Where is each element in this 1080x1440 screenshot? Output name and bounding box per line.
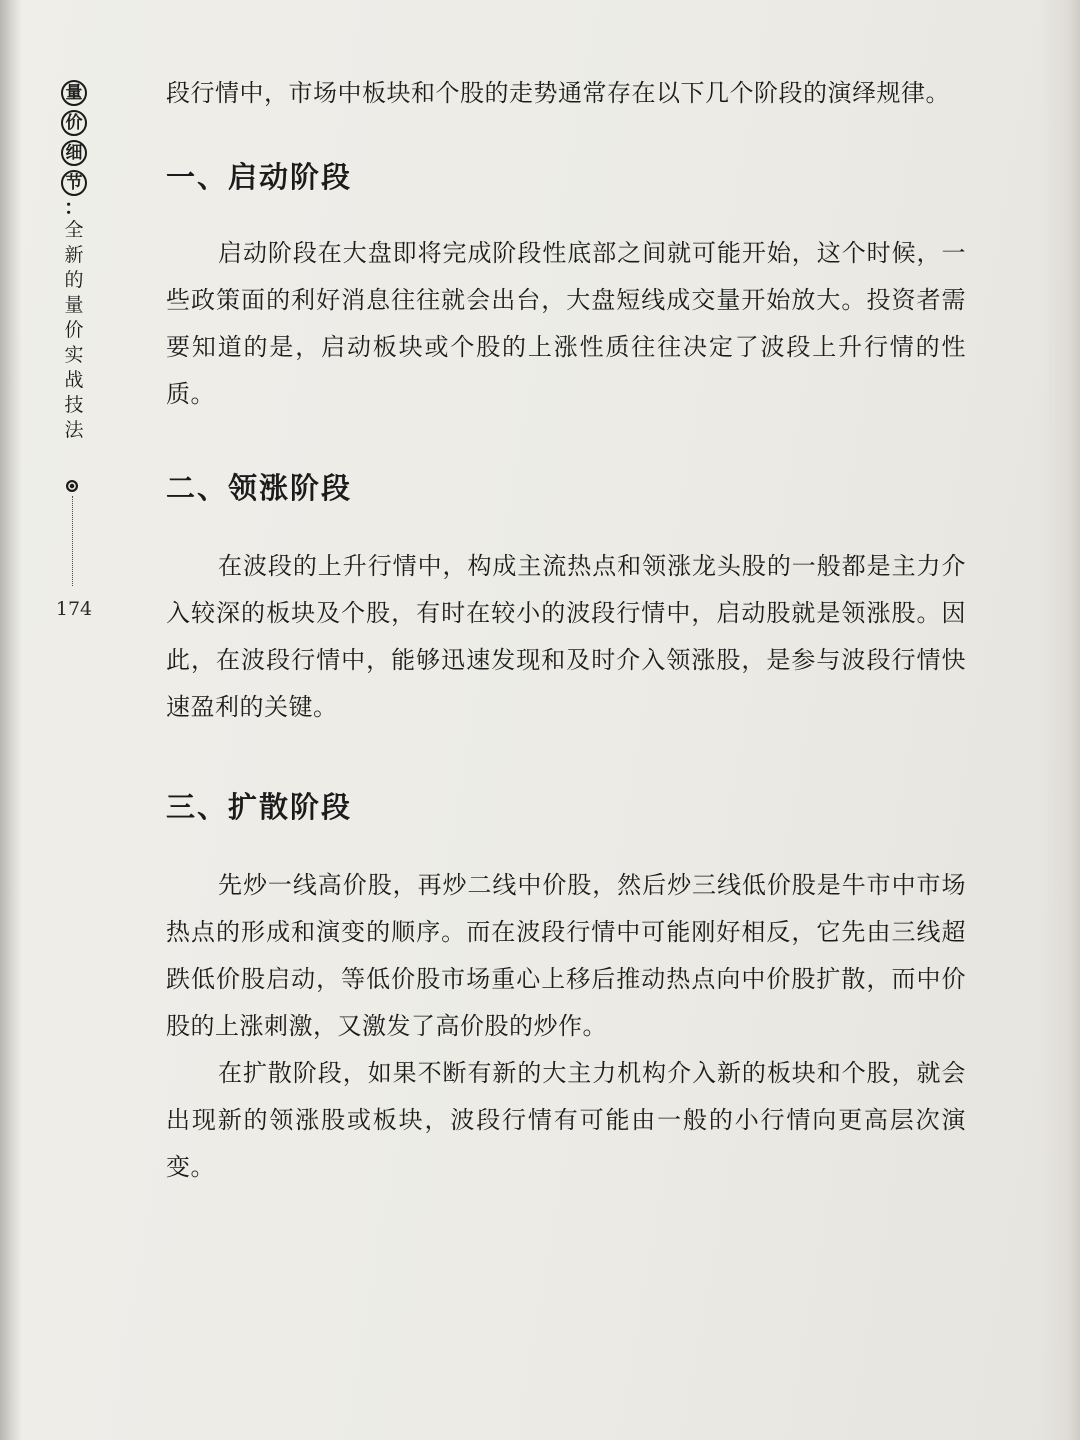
subtitle-char: 全 [64, 219, 84, 241]
section-heading-diffusion: 三、扩散阶段 [166, 790, 353, 824]
main-text-column [166, 70, 966, 1191]
section-heading-leading-rise: 二、领涨阶段 [166, 471, 353, 505]
section2-paragraph: 在波段的上升行情中，构成主流热点和领涨龙头股的一般都是主力介入较深的板块及个股，有时在较小的波段行情中，启动股就是领涨股。因此，在波段行情中，能够迅速发现和及时介入领涨股，是参与波段行情快速盈利的关键。 [166, 552, 966, 721]
subtitle-char: 战 [64, 369, 84, 391]
page-number: 174 [55, 598, 93, 620]
subtitle-char: 价 [64, 319, 84, 341]
subtitle-char: 法 [64, 419, 84, 441]
intro-paragraph: 段行情中，市场中板块和个股的走势通常存在以下几个阶段的演绎规律。 [166, 79, 950, 107]
ornament-dot-icon [66, 480, 78, 492]
section1-paragraph: 启动阶段在大盘即将完成阶段性底部之间就可能开始，这个时候，一些政策面的利好消息往往就会出台，大盘短线成交量开始放大。投资者需要知道的是，启动板块或个股的上涨性质往往决定了波段上升行情的性质。 [166, 239, 966, 408]
subtitle-char: 的 [64, 269, 84, 291]
running-book-title [56, 80, 92, 443]
title-char-circled: 细 [61, 140, 87, 166]
title-char-circled: 量 [61, 80, 87, 106]
margin-ornament [64, 480, 82, 590]
title-char-circled: 节 [61, 170, 87, 196]
section-heading-startup: 一、启动阶段 [166, 160, 353, 194]
section3-paragraph-2: 在扩散阶段，如果不断有新的大主力机构介入新的板块和个股，就会出现新的领涨股或板块，波段行情有可能由一般的小行情向更高层次演变。 [166, 1059, 966, 1181]
title-char-circled: 价 [61, 110, 87, 136]
ornament-dotted-line [72, 496, 73, 586]
page-edge-shadow [1040, 0, 1080, 1440]
subtitle-char: 新 [64, 244, 84, 266]
page-gutter-shadow [0, 0, 22, 1440]
subtitle-char: 技 [64, 394, 84, 416]
section3-paragraph-1: 先炒一线高价股，再炒二线中价股，然后炒三线低价股是牛市中市场热点的形成和演变的顺序。而在波段行情中可能刚好相反，它先由三线超跌低价股启动，等低价股市场重心上移后推动热点向中价股扩散，而中价股的上涨刺激，又激发了高价股的炒作。 [166, 871, 966, 1040]
title-colon: ： [64, 195, 84, 219]
subtitle-char: 实 [64, 344, 84, 366]
subtitle-char: 量 [64, 294, 84, 316]
